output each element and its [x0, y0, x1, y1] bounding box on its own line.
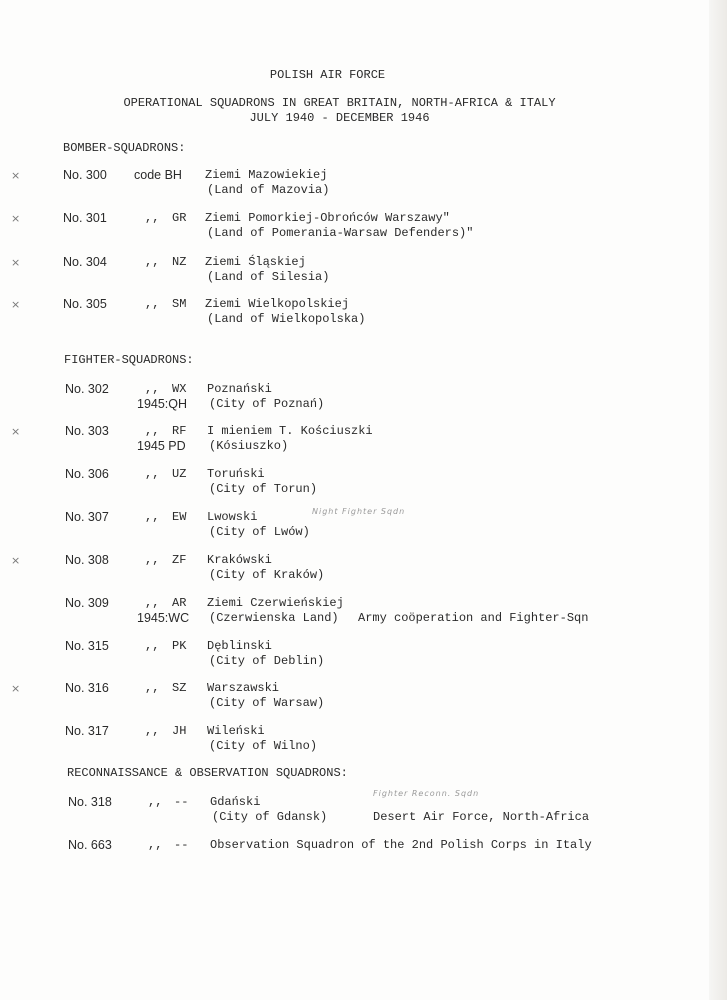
handwritten-note: Night Fighter Sqdn [312, 507, 406, 516]
document-subtitle: OPERATIONAL SQUADRONS IN GREAT BRITAIN, NORTH-AFRICA & ITALY [123, 96, 556, 110]
squadron-code: SM [172, 297, 187, 311]
ditto-mark: ,, [145, 255, 160, 269]
ditto-mark: ,, [145, 211, 160, 225]
squadron-number: No. 304 [63, 255, 107, 269]
squadron-name-translation: (City of Wilno) [209, 739, 318, 753]
squadron-name: Poznański [207, 382, 272, 396]
squadron-name-translation: (Kósiuszko) [209, 439, 289, 453]
squadron-name-translation: (Land of Wielkopolska) [207, 312, 366, 326]
squadron-code-1945: 1945:WC [137, 611, 190, 625]
document-title: POLISH AIR FORCE [269, 68, 386, 82]
section-heading-fighter: FIGHTER-SQUADRONS: [64, 353, 194, 367]
ditto-mark: ,, [145, 596, 160, 610]
squadron-number: No. 316 [65, 681, 109, 695]
squadron-number: No. 309 [65, 596, 109, 610]
squadron-code: UZ [172, 467, 187, 481]
squadron-number: No. 318 [68, 795, 112, 809]
squadron-name: Ziemi Czerwieńskiej [207, 596, 344, 610]
ditto-mark: ,, [145, 467, 160, 481]
squadron-code: -- [174, 795, 189, 809]
squadron-code: code BH [134, 168, 182, 182]
ditto-mark: ,, [145, 382, 160, 396]
squadron-remark: Army coöperation and Fighter-Sqn [358, 611, 589, 625]
squadron-number: No. 301 [63, 211, 107, 225]
squadron-code: GR [172, 211, 187, 225]
ditto-mark: ,, [145, 724, 160, 738]
squadron-code: AR [172, 596, 187, 610]
squadron-number: No. 307 [65, 510, 109, 524]
page-edge-shadow [709, 0, 727, 1000]
handwritten-note: Fighter Reconn. Sqdn [373, 789, 480, 798]
squadron-name-translation: (City of Deblin) [209, 654, 325, 668]
squadron-name: Ziemi Mazowiekiej [205, 168, 328, 182]
squadron-code: NZ [172, 255, 187, 269]
margin-check-mark: × [11, 256, 21, 269]
squadron-name: Ziemi Pomorkiej-Obrońców Warszawy" [205, 211, 450, 225]
squadron-name-translation: (City of Torun) [209, 482, 318, 496]
squadron-code: SZ [172, 681, 187, 695]
margin-check-mark: × [11, 554, 21, 567]
squadron-name-translation: (City of Poznań) [209, 397, 325, 411]
squadron-code-1945: 1945 PD [137, 439, 186, 453]
squadron-code: PK [172, 639, 187, 653]
section-heading-bomber: BOMBER-SQUADRONS: [63, 141, 186, 155]
squadron-code: JH [172, 724, 187, 738]
squadron-number: No. 306 [65, 467, 109, 481]
squadron-code: EW [172, 510, 187, 524]
squadron-number: No. 663 [68, 838, 112, 852]
squadron-name-translation: (City of Gdansk) [212, 810, 328, 824]
squadron-name-translation: (Land of Silesia) [207, 270, 330, 284]
squadron-name: Dęblinski [207, 639, 272, 653]
squadron-name-translation: (City of Lwów) [209, 525, 310, 539]
squadron-number: No. 302 [65, 382, 109, 396]
squadron-name: Toruński [207, 467, 265, 481]
squadron-name-translation: (Land of Pomerania-Warsaw Defenders)" [207, 226, 474, 240]
ditto-mark: ,, [145, 510, 160, 524]
squadron-name: Lwowski [207, 510, 258, 524]
margin-check-mark: × [11, 169, 21, 182]
margin-check-mark: × [11, 425, 21, 438]
margin-check-mark: × [11, 212, 21, 225]
squadron-number: No. 315 [65, 639, 109, 653]
margin-check-mark: × [11, 298, 21, 311]
squadron-code: WX [172, 382, 187, 396]
ditto-mark: ,, [145, 553, 160, 567]
squadron-code-1945: 1945:QH [137, 397, 188, 411]
squadron-name: Wileński [207, 724, 265, 738]
section-heading-recon: RECONNAISSANCE & OBSERVATION SQUADRONS: [67, 766, 348, 780]
ditto-mark: ,, [145, 639, 160, 653]
squadron-name: Krakówski [207, 553, 272, 567]
ditto-mark: ,, [148, 838, 163, 852]
document-date-range: JULY 1940 - DECEMBER 1946 [249, 111, 430, 125]
squadron-name: I mieniem T. Kościuszki [207, 424, 373, 438]
ditto-mark: ,, [145, 297, 160, 311]
squadron-name-translation: (City of Warsaw) [209, 696, 325, 710]
squadron-code: ZF [172, 553, 187, 567]
squadron-name: Ziemi Wielkopolskiej [205, 297, 350, 311]
margin-check-mark: × [11, 682, 21, 695]
squadron-code: -- [174, 838, 189, 852]
ditto-mark: ,, [148, 795, 163, 809]
squadron-name-translation: (Czerwienska Land) [209, 611, 339, 625]
squadron-number: No. 305 [63, 297, 107, 311]
squadron-name: Warszawski [207, 681, 280, 695]
squadron-name: Gdański [210, 795, 261, 809]
squadron-number: No. 303 [65, 424, 109, 438]
squadron-name-translation: (City of Kraków) [209, 568, 325, 582]
squadron-name: Ziemi Śląskiej [205, 255, 306, 269]
squadron-number: No. 317 [65, 724, 109, 738]
squadron-code: RF [172, 424, 187, 438]
ditto-mark: ,, [145, 424, 160, 438]
ditto-mark: ,, [145, 681, 160, 695]
squadron-name: Observation Squadron of the 2nd Polish Corps in Italy [210, 838, 592, 852]
squadron-remark: Desert Air Force, North-Africa [373, 810, 590, 824]
squadron-number: No. 308 [65, 553, 109, 567]
squadron-number: No. 300 [63, 168, 107, 182]
squadron-name-translation: (Land of Mazovia) [207, 183, 330, 197]
